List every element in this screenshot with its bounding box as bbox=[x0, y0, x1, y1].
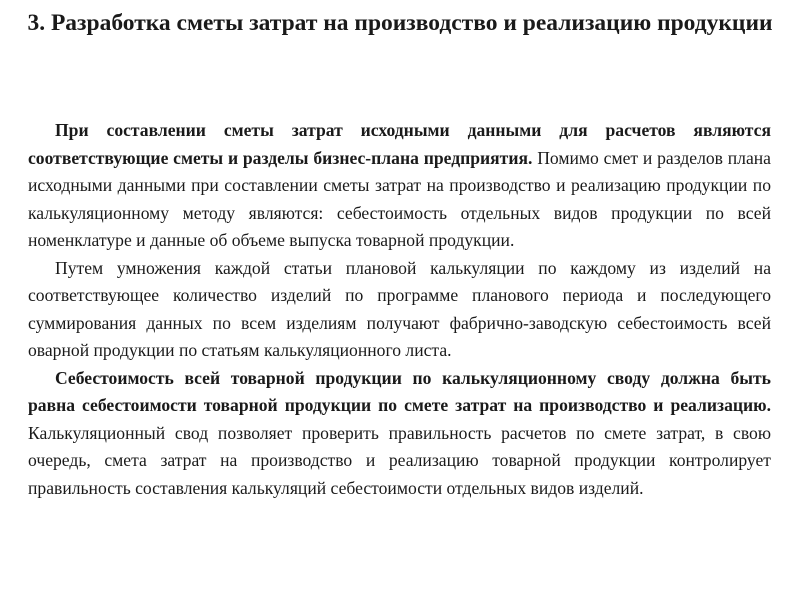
slide-title: 3. Разработка сметы затрат на производство и реализацию продукции bbox=[27, 10, 773, 36]
paragraph-2-text: Путем умножения каждой статьи плановой калькуляции по каждому из изделий на соответствующее количество изделий по программе планового периода и последующего суммирования данных по всем изделиям получают фабрично-заводскую себестоимость всей оварной продукции по статьям калькуляционного листа. bbox=[28, 257, 771, 360]
paragraph-3-text: Калькуляционный свод позволяет проверить правильность расчетов по смете затрат, в свою очередь, смета затрат на производство и реализацию товарной продукции контролирует правильность составления калькуляций себестоимости отдельных видов изделий. bbox=[28, 422, 771, 498]
paragraph-1 bbox=[28, 117, 771, 255]
paragraph-1-bold: При составлении сметы затрат исходными данными для расчетов являются соответствующие сметы и разделы бизнес-плана предприятия. bbox=[28, 120, 771, 168]
paragraph-3 bbox=[28, 365, 771, 503]
paragraph-2 bbox=[28, 255, 771, 365]
paragraph-3-bold: Себестоимость всей товарной продукции по калькуляционному своду должна быть равна себестоимости товарной продукции по смете затрат на производство и реализацию. bbox=[28, 367, 771, 415]
slide-body bbox=[28, 117, 771, 502]
paragraph-1-text: Помимо смет и разделов плана исходными данными при составлении сметы затрат на производство и реализацию продукции по калькуляционному методу являются: себестоимость отдельных видов продукции по всей номенклатуре и данные об объеме выпуска товарной продукции. bbox=[28, 147, 771, 250]
